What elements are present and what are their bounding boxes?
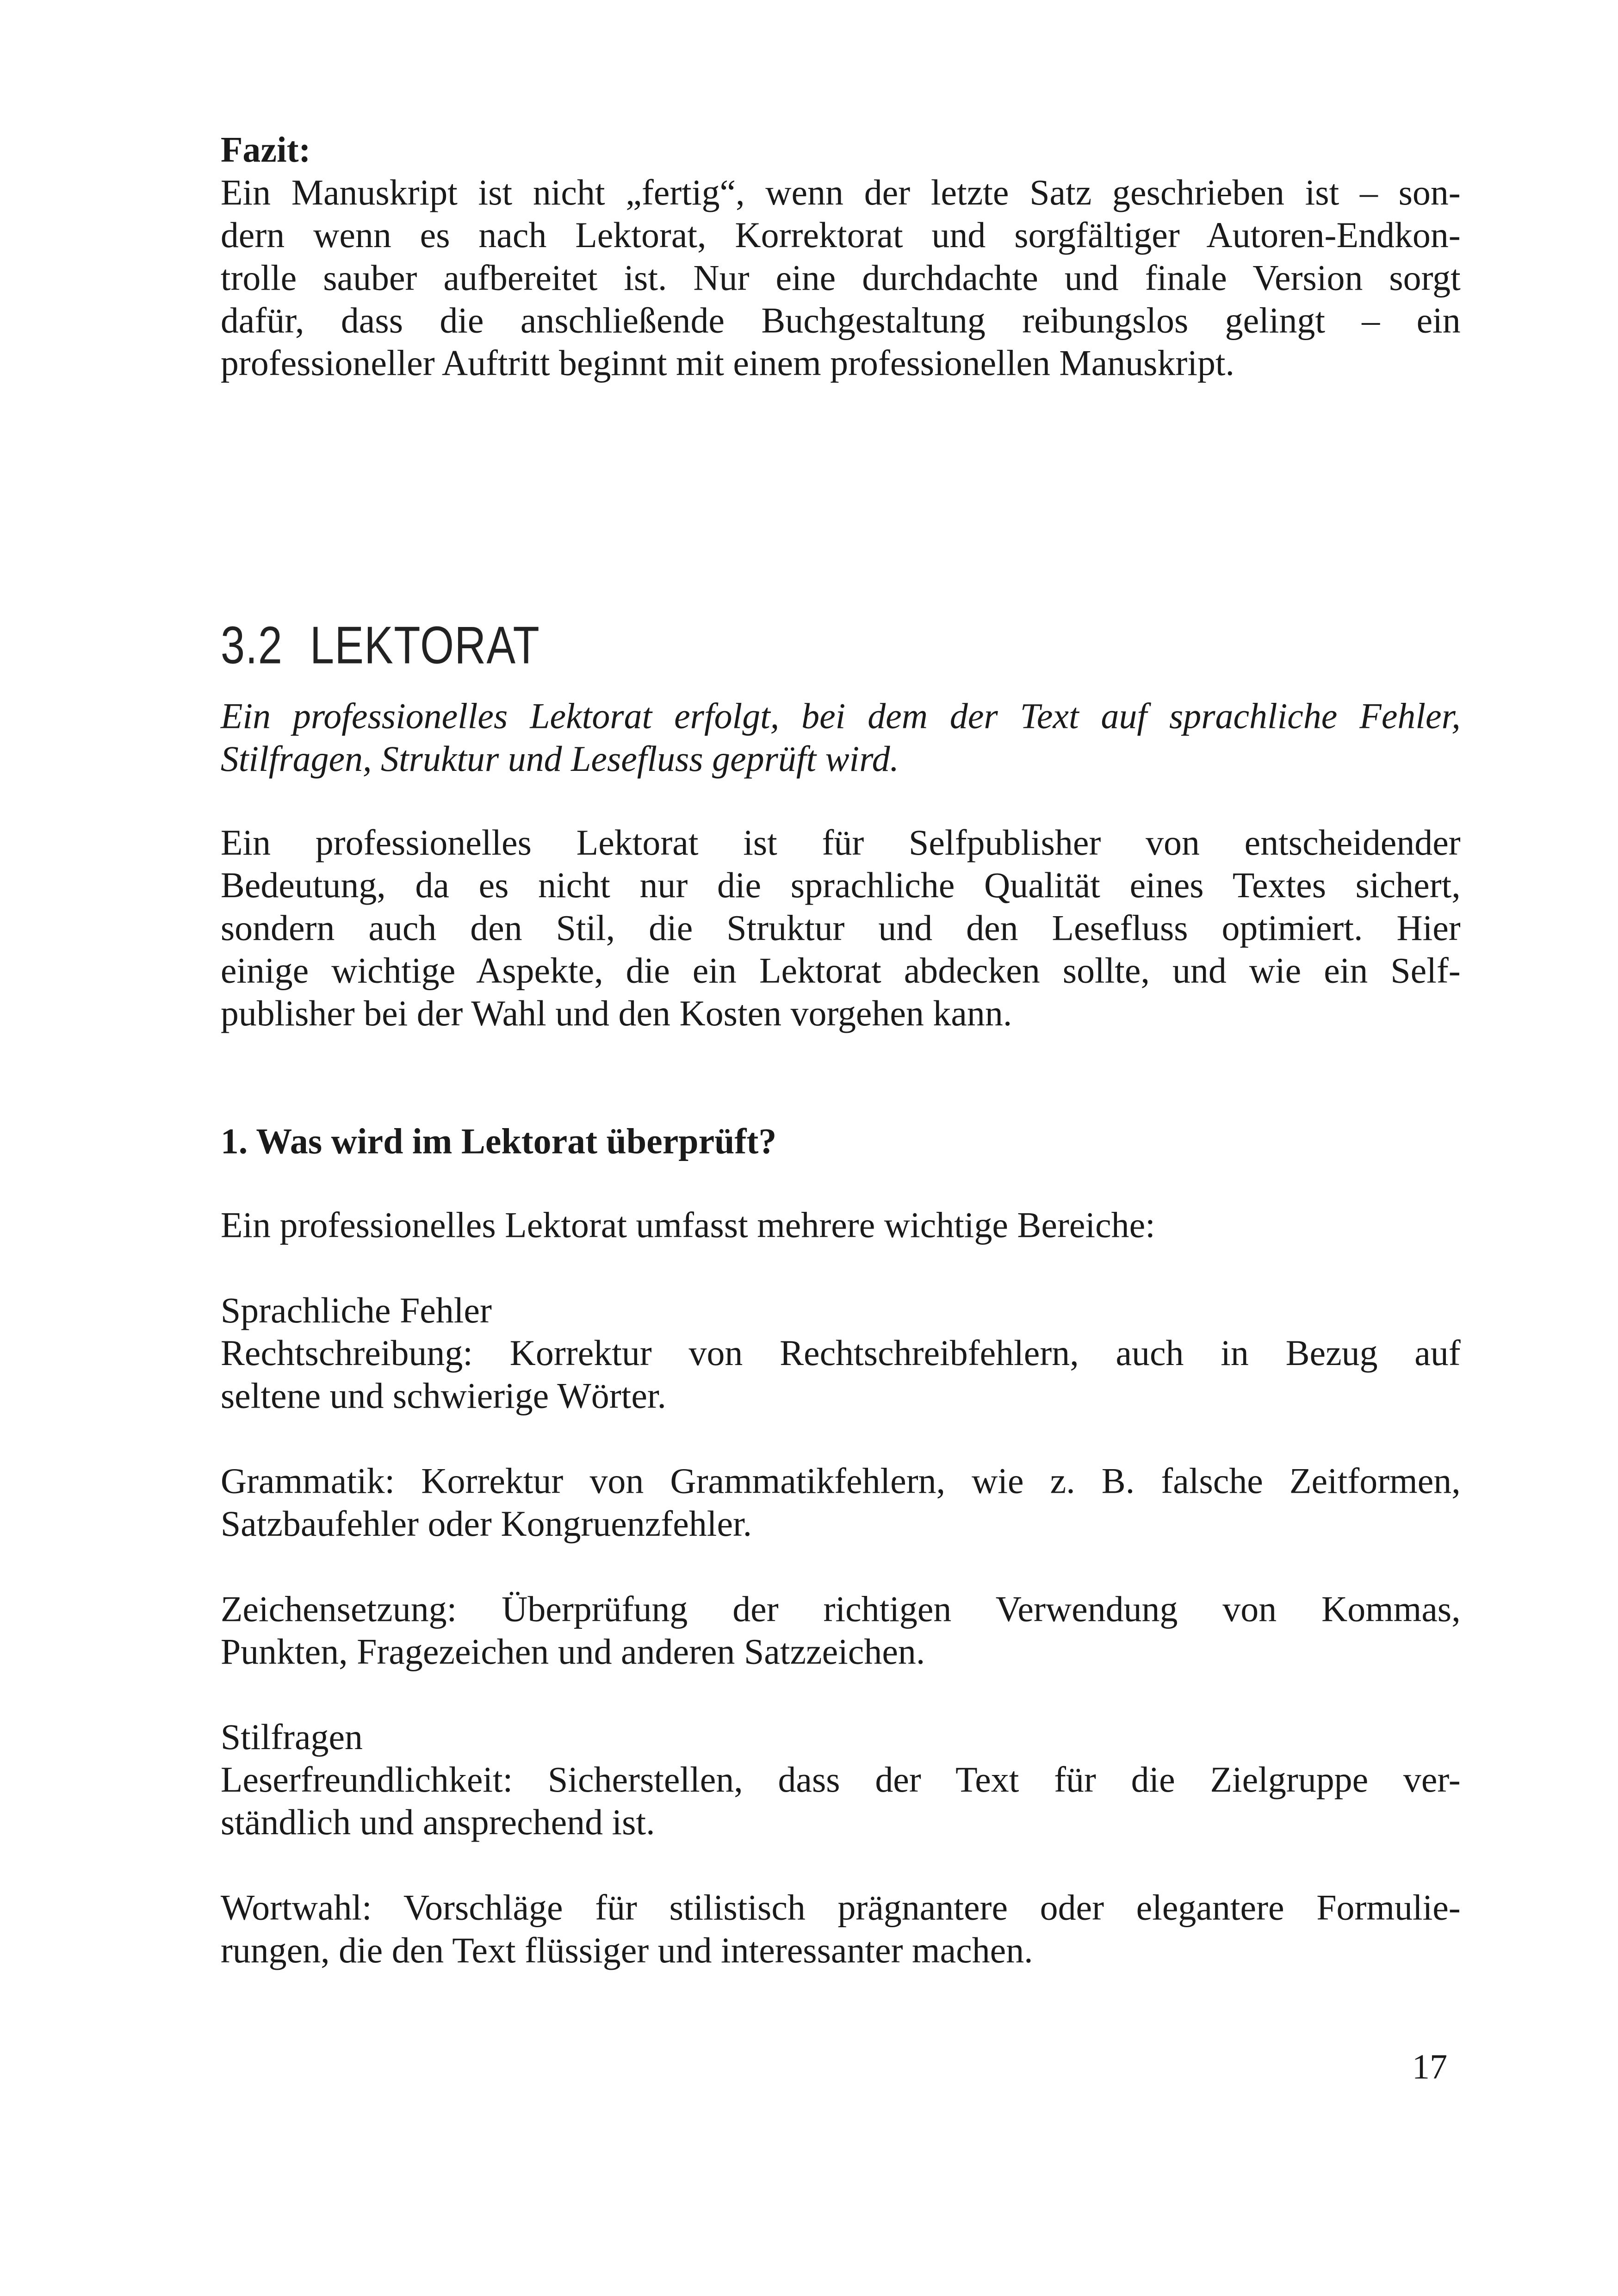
paragraph [221,822,1461,1036]
fazit-title: Fazit: [220,130,311,171]
text-line: trolle sauber aufbereitet ist. Nur eine durchdachte und finale Version sorgt [220,259,1461,299]
text-line: Satzbaufehler oder Kongruenzfehler. [220,1505,752,1545]
text-line: professioneller Auftritt beginnt mit einem professionellen Manuskript. [220,344,1235,384]
zeichensetzung [221,1589,1461,1674]
text-line: Stilfragen, Struktur und Lesefluss geprüft wird. [220,740,899,780]
text-line: publisher bei der Wahl und den Kosten vorgehen kann. [220,994,1012,1034]
section-intro [221,696,1461,781]
text-line: einige wichtige Aspekte, die ein Lektorat abdecken sollte, und wie ein Self- [220,951,1461,992]
text-line: ständlich und ansprechend ist. [220,1803,655,1843]
text-line: rungen, die den Text flüssiger und interessanter machen. [220,1931,1033,1971]
text-line: Bedeutung, da es nicht nur die sprachliche Qualität eines Textes sichert, [220,866,1461,906]
text-line: dafür, dass die anschließende Buchgestaltung reibungslos gelingt – ein [220,301,1461,341]
text-line: Ein professionelles Lektorat ist für Selfpublisher von entscheidender [220,824,1461,864]
text-line: Rechtschreibung: Korrektur von Rechtschreibfehlern, auch in Bezug auf [220,1334,1461,1374]
subheading: 1. Was wird im Lektorat überprüft? [220,1122,777,1162]
text-line: Grammatik: Korrektur von Grammatikfehlern, wie z. B. falsche Zeitformen, [220,1462,1461,1502]
text-line: seltene und schwierige Wörter. [220,1377,667,1417]
text-line: sondern auch den Stil, die Struktur und den Lesefluss optimiert. Hier [220,909,1461,949]
text-line: Ein professionelles Lektorat erfolgt, bei dem der Text auf sprachliche Fehler, [220,697,1461,737]
text-line: Ein Manuskript ist nicht „fertig“, wenn der letzte Satz geschrieben ist – son- [220,174,1461,213]
fazit-section [221,130,1461,385]
wortwahl [221,1887,1461,1973]
text-line: Punkten, Fragezeichen und anderen Satzzeichen. [220,1632,925,1673]
sprachliche-fehler [221,1290,1461,1418]
text-line: dern wenn es nach Lektorat, Korrektorat und sorgfältiger Autoren-Endkon- [220,216,1461,256]
category-title: Sprachliche Fehler [220,1291,492,1331]
category-title: Stilfragen [220,1718,363,1758]
paragraph: Ein professionelles Lektorat umfasst mehrere wichtige Bereiche: [220,1206,1155,1246]
text-line: Leserfreundlichkeit: Sicherstellen, dass der Text für die Zielgruppe ver- [220,1761,1461,1801]
section-title: LEKTORAT [310,614,540,676]
page-number: 17 [1412,2049,1448,2088]
text-line: Zeichensetzung: Überprüfung der richtigen Verwendung von Kommas, [220,1590,1461,1630]
section-heading [221,615,555,677]
grammatik [221,1461,1461,1546]
section-number: 3.2 [220,614,283,676]
text-line: Wortwahl: Vorschläge für stilistisch prägnantere oder elegantere Formulie- [220,1888,1461,1929]
stilfragen [221,1717,1461,1845]
